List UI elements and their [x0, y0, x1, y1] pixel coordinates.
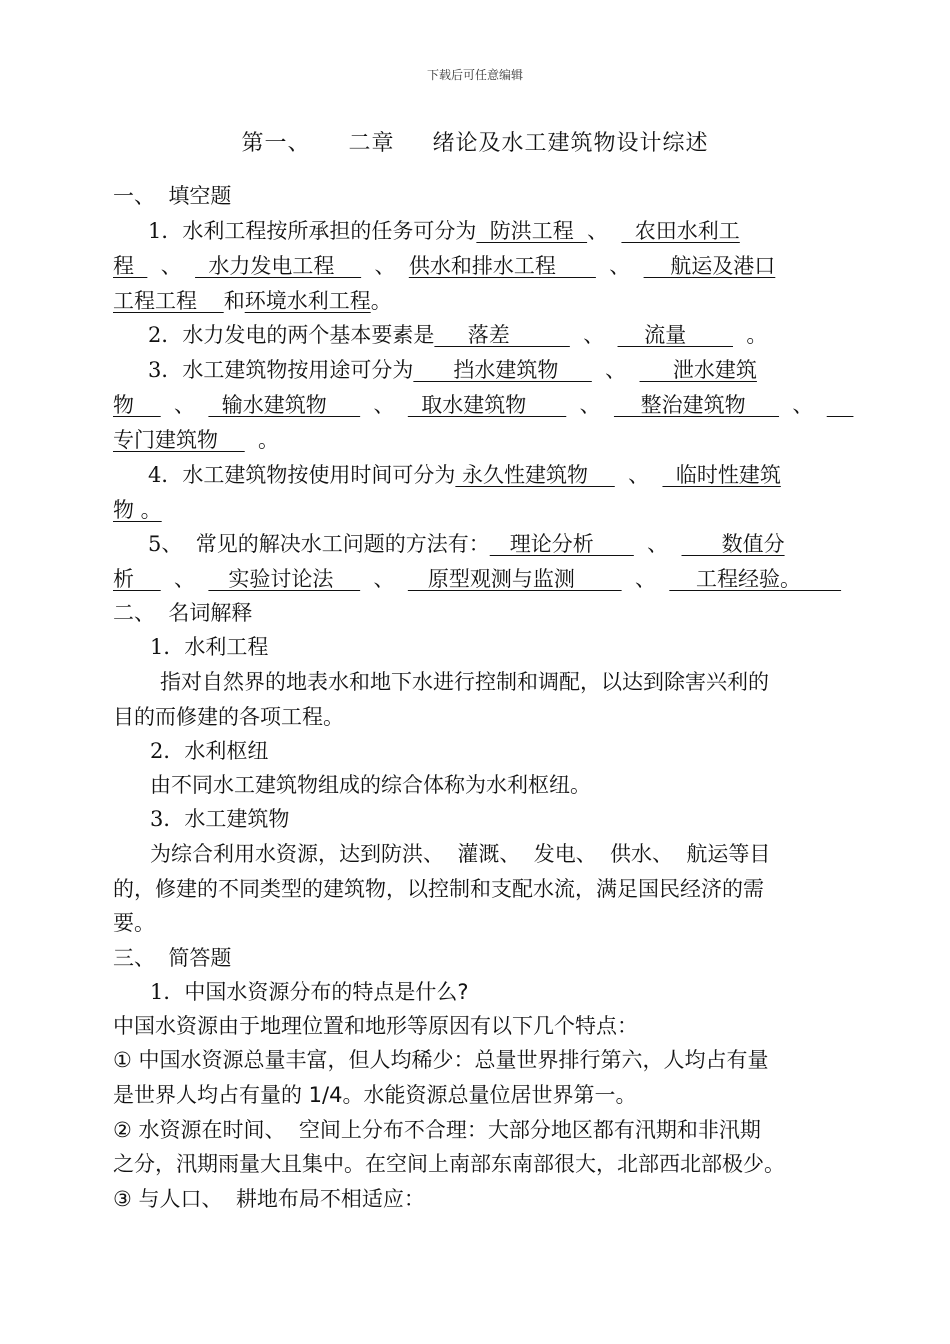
q3-answer-2a: 泄水建筑: [639, 358, 757, 382]
q2-number: 2．: [148, 323, 183, 347]
short-answer-1-question: [150, 979, 469, 1005]
question-4-line-2: [113, 497, 162, 523]
q1-answer-1: 防洪工程: [476, 219, 588, 243]
q3-sep-1: 、: [591, 358, 640, 382]
q3-answer-3: 输水建筑物: [208, 393, 361, 417]
section-heading-definitions: 二、 名词解释: [113, 601, 253, 625]
q5-answer-4: 原型观测与监测: [407, 567, 622, 591]
q4-sep: 、: [614, 463, 663, 487]
q5-answer-2a: 数值分: [681, 532, 785, 556]
header-note: 下载后可任意编辑: [426, 68, 523, 82]
q5-intro: 常见的解决水工问题的方法有：: [182, 532, 490, 556]
qa1-question-text: 中国水资源分布的特点是什么?: [184, 980, 469, 1004]
q3-answer-6b: 专门建筑物: [113, 428, 245, 452]
q5-sep-1: 、: [633, 532, 682, 556]
q1-intro: 水利工程按所承担的任务可分为: [182, 219, 477, 243]
q3-answer-2b: 物: [113, 393, 161, 417]
q2-answer-2: 流量: [617, 323, 733, 347]
q3-answer-4: 取水建筑物: [407, 393, 567, 417]
q5-answer-1: 理论分析: [489, 532, 634, 556]
point-1-line-1: ① 中国水资源总量丰富，但人均稀少：总量世界排行第六，人均占有量: [113, 1048, 769, 1072]
q5-sep-2: 、: [160, 567, 209, 591]
q3-answer-6a: [827, 393, 854, 417]
term-3-definition-line-3: 要。: [113, 911, 155, 935]
short-answer-1-intro: 中国水资源由于地理位置和地形等原因有以下几个特点：: [113, 1014, 638, 1038]
q3-sep-3: 、: [360, 393, 408, 417]
term-1-title: [150, 634, 268, 660]
q3-sep-5: 、: [779, 393, 827, 417]
q5-sep-4: 、: [621, 567, 670, 591]
section-heading-short-answer: 三、 简答题: [113, 946, 232, 970]
q1-answer-2a: 农田水利工: [621, 219, 740, 243]
q2-sep: 、: [569, 323, 618, 347]
q1-sep-3: 、: [361, 254, 409, 278]
term-3-definition-line-1: 为综合利用水资源，达到防洪、 灌溉、 发电、 供水、 航运等目: [150, 842, 771, 866]
q1-sep-2: 、: [147, 254, 196, 278]
question-2: [148, 322, 767, 348]
q4-number: 4．: [148, 463, 183, 487]
term-2-number: 2．: [150, 739, 185, 763]
term-3-title: [150, 806, 289, 832]
question-3-line-3: [113, 427, 279, 453]
title-part3: 绪论及水工建筑物设计综述: [432, 131, 709, 156]
point-2-line-1: ② 水资源在时间、 空间上分布不合理：大部分地区都有汛期和非汛期: [113, 1118, 761, 1142]
term-1-number: 1．: [150, 635, 185, 659]
q1-sep-4: 、: [595, 254, 644, 278]
q3-end: 。: [244, 428, 280, 452]
point-3: ③ 与人口、 耕地布局不相适应：: [113, 1187, 425, 1211]
question-1-line-2: [113, 253, 775, 279]
question-3-line-2: [113, 392, 853, 418]
q5-answer-2b: 析: [113, 567, 161, 591]
q1-answer-6: 环境水利工程: [244, 289, 371, 313]
q1-answer-4: 供水和排水工程: [408, 254, 596, 278]
question-1-line-3: [113, 288, 392, 314]
page-title: [0, 126, 950, 157]
q3-intro: 水工建筑物按用途可分为: [182, 358, 414, 382]
section-heading-fill-blank: 一、 填空题: [113, 184, 232, 208]
term-3-definition-line-2: 的，修建的不同类型的建筑物，以控制和支配水流，满足国民经济的需: [113, 877, 764, 901]
q3-sep-4: 、: [566, 393, 614, 417]
q5-answer-3: 实验讨论法: [208, 567, 361, 591]
q2-intro: 水力发电的两个基本要素是: [182, 323, 435, 347]
q5-answer-5: 工程经验。: [669, 567, 842, 591]
q3-answer-5: 整治建筑物: [613, 393, 780, 417]
term-1-name: 水利工程: [184, 635, 269, 659]
term-1-definition-line-2: 目的而修建的各项工程。: [113, 705, 344, 729]
q4-answer-1: 永久性建筑物: [455, 463, 615, 487]
term-3-name: 水工建筑物: [184, 807, 290, 831]
title-part2: 二章: [348, 131, 395, 156]
q1-answer-5a: 航运及港口: [643, 254, 776, 278]
q4-answer-2a: 临时性建筑: [662, 463, 781, 487]
q1-end: 。: [370, 289, 392, 313]
point-2-line-2: 之分，汛期雨量大且集中。在空间上南部东南部很大，北部西北部极少。: [113, 1152, 785, 1176]
title-part1: 第一、: [241, 131, 311, 156]
q5-sep-3: 、: [360, 567, 408, 591]
q1-answer-2b: 程: [113, 254, 148, 278]
q2-end: 。: [732, 323, 768, 347]
question-5-line-1: [148, 531, 785, 557]
question-3-line-1: [148, 357, 757, 383]
question-5-line-2: [113, 566, 841, 592]
q1-answer-5b: 工程工程: [113, 289, 224, 313]
point-1-line-2: 是世界人均占有量的 1/4。水能资源总量位居世界第一。: [113, 1083, 637, 1107]
term-1-definition-line-1: 指对自然界的地表水和地下水进行控制和调配，以达到除害兴利的: [160, 670, 769, 694]
q1-number: 1．: [148, 219, 183, 243]
q5-number: 5、: [148, 532, 183, 556]
q3-sep-2: 、: [160, 393, 209, 417]
term-3-number: 3．: [150, 807, 185, 831]
term-2-title: [150, 738, 268, 764]
q1-and: 和: [223, 289, 245, 313]
q1-sep-1: 、: [587, 219, 622, 243]
q4-intro: 水工建筑物按使用时间可分为: [182, 463, 456, 487]
q1-answer-3: 水力发电工程: [195, 254, 362, 278]
term-2-name: 水利枢纽: [184, 739, 269, 763]
qa1-number: 1．: [150, 980, 185, 1004]
term-2-definition: 由不同水工建筑物组成的综合体称为水利枢纽。: [150, 773, 591, 797]
q4-answer-2b: 物 。: [113, 498, 162, 522]
question-4-line-1: [148, 462, 781, 488]
q3-number: 3．: [148, 358, 183, 382]
q3-answer-1: 挡水建筑物: [413, 358, 592, 382]
q2-answer-1: 落差: [434, 323, 570, 347]
question-1-line-1: [148, 218, 740, 244]
